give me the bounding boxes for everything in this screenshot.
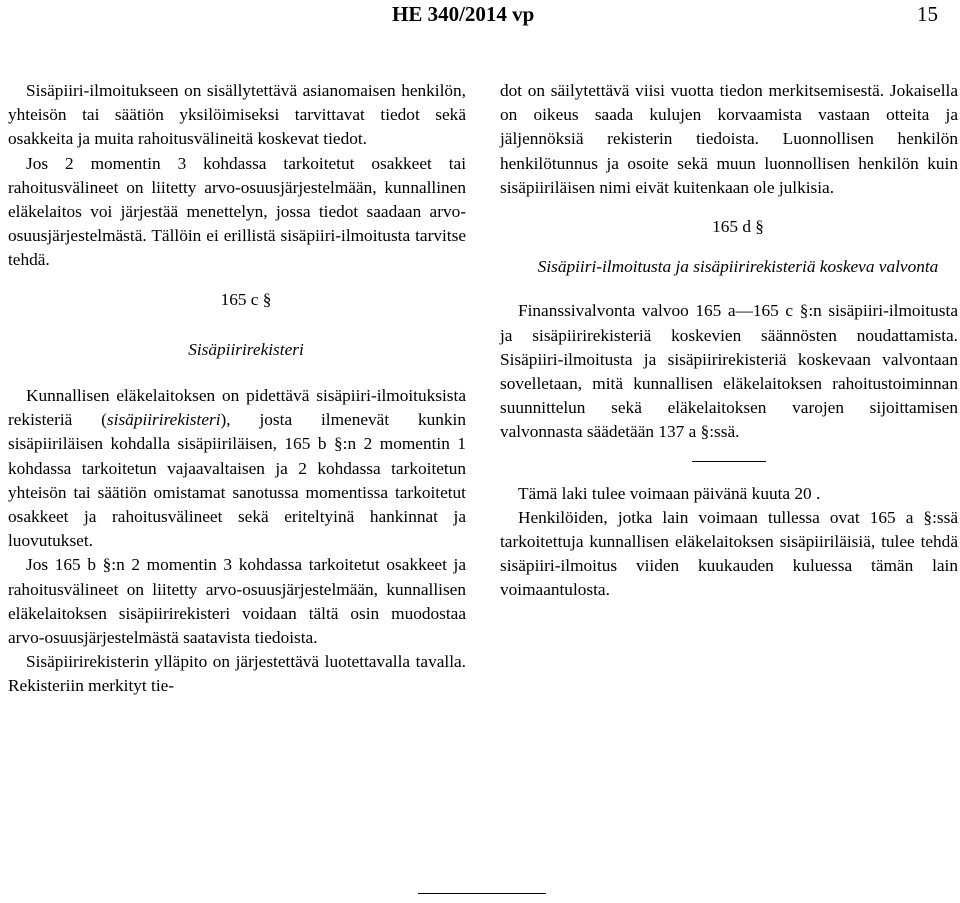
defined-term: sisäpiirirekisteri <box>106 410 221 430</box>
paragraph-text: ), josta ilmenevät kunkin sisäpiiriläisen kohdalla sisäpiiriläisen, 165 b §:n 2 momentin 1 kohdassa tarkoitetun vajaavaltaisen ja 2 kohdassa tarkoitetun yhteisön tai säätiön omistamat sanotussa momentissa tarkoitetut osakkeet ja rahoitusvälineet sekä eriteltyinä hankinnat ja luovutukset. <box>8 410 466 551</box>
right-column <box>500 79 958 603</box>
paragraph <box>8 384 466 553</box>
left-column <box>8 79 466 699</box>
separator-rule <box>692 461 766 462</box>
document-header-title: HE 340/2014 vp <box>392 2 535 26</box>
paragraph: Tämä laki tulee voimaan päivänä kuuta 20 . <box>518 483 821 503</box>
paragraph: Sisäpiirirekisterin ylläpito on järjestettävä luotettavalla tavalla. Rekisteriin merkityt tie- <box>8 652 466 696</box>
paragraph: Jos 2 momentin 3 kohdassa tarkoitetut osakkeet tai rahoitusvälineet on liitetty arvo-osuusjärjestelmään, kunnallinen eläkelaitos voi järjestää menettelyn, jossa tiedot saadaan arvo-osuusjärjestelmästä. Tällöin ei erillistä sisäpiiri-ilmoitusta tarvitse tehdä. <box>8 153 466 270</box>
paragraph: dot on säilytettävä viisi vuotta tiedon merkitsemisestä. Jokaisella on oikeus saada kulujen korvaamista vastaan otteita ja jäljennöksiä rekisterin tiedoista. Luonnollisen henkilön henkilötunnus ja osoite sekä muun luonnollisen henkilön kuin sisäpiiriläisen nimi eivät kuitenkaan ole julkisia. <box>500 81 958 197</box>
paragraph: Jos 165 b §:n 2 momentin 3 kohdassa tarkoitetut osakkeet ja rahoitusvälineet on liitetty arvo-osuusjärjestelmään, kunnallisen eläkelaitoksen sisäpiirirekisteri voidaan tältä osin muodostaa arvo-osuusjärjestelmästä saatavista tiedoista. <box>8 555 466 648</box>
paragraph: Finanssivalvonta valvoo 165 a—165 c §:n sisäpiiri-ilmoitusta ja sisäpiirirekisteriä koskevien säännösten noudattamista. Sisäpiiri-ilmoitusta ja sisäpiirirekisteriä koskevaan valvontaan sovelletaan, mitä kunnallisen eläkelaitoksen rahoitustoiminnan suunnittelun sekä eläkelaitoksen varojen sijoittamisen valvonnasta säädetään 137 a §:ssä. <box>500 301 958 442</box>
section-title: Sisäpiiri-ilmoitusta ja sisäpiirirekisteriä koskeva valvonta <box>537 257 939 277</box>
page-number: 15 <box>917 2 938 26</box>
section-number: 165 d § <box>712 217 764 237</box>
section-number: 165 c § <box>220 289 272 309</box>
page-end-rule <box>418 893 546 894</box>
section-title: Sisäpiirirekisteri <box>188 339 304 359</box>
paragraph-text: Kunnallisen eläkelaitoksen on pidettävä sisäpiiri-ilmoituksista rekisteriä ( <box>8 386 466 430</box>
paragraph: Henkilöiden, jotka lain voimaan tullessa ovat 165 a §:ssä tarkoitettuja kunnallisen eläkelaitoksen sisäpiiriläisiä, tulee tehdä sisäpiiri-ilmoitus viiden kuukauden kuluessa tämän lain voimaantulosta. <box>500 507 958 600</box>
paragraph: Sisäpiiri-ilmoitukseen on sisällytettävä asianomaisen henkilön, yhteisön tai säätiön yksilöimiseksi tarvittavat tiedot sekä osakkeita ja muita rahoitusvälineitä koskevat tiedot. <box>8 81 466 149</box>
